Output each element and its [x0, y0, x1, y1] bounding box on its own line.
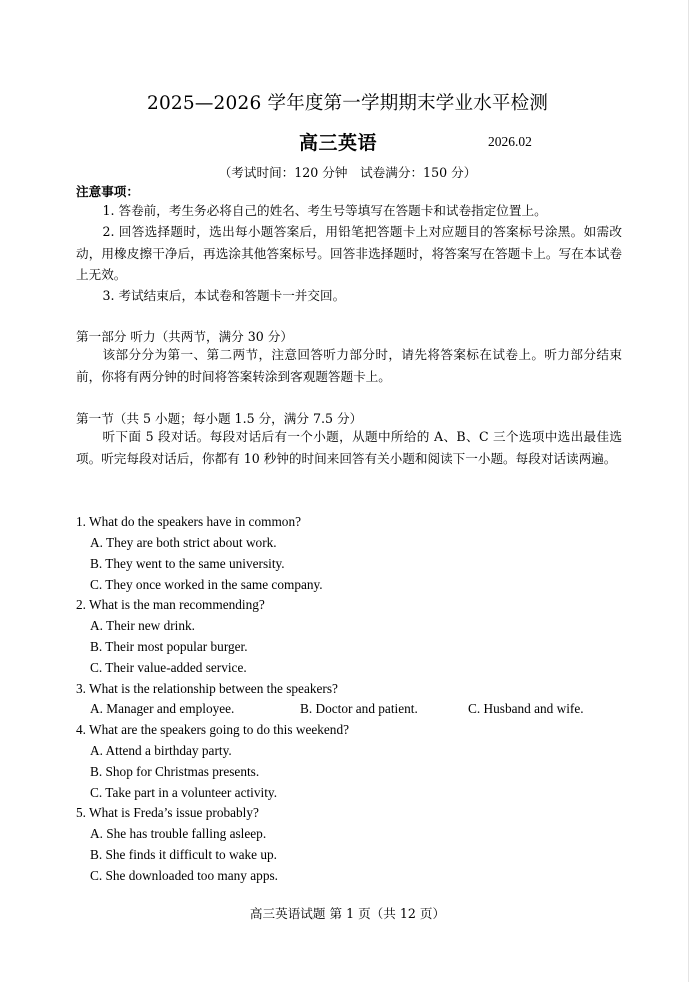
question-5-option-c: C. She downloaded too many apps. [90, 868, 278, 883]
part1-intro: 该部分分为第一、第二两节，注意回答听力部分时，请先将答案标在试卷上。听力部分结束前，你将有两分钟的时间将答案转涂到客观题答题卡上。 [76, 347, 622, 384]
note-item-3: 3. 考试结束后，本试卷和答题卡一并交回。 [102, 288, 346, 303]
section1-intro: 听下面 5 段对话。每段对话后有一个小题，从题中所给的 A、B、C 三个选项中选出最佳选项。听完每段对话后，你都有 10 秒钟的时间来回答有关小题和阅读下一小题。每段对话读两遍。 [76, 429, 622, 466]
page-edge-line [688, 0, 689, 982]
question-2-option-c: C. Their value-added service. [90, 660, 247, 675]
page-footer: 高三英语试题 第 1 页（共 12 页） [249, 906, 446, 921]
exam-title: 2025—2026 学年度第一学期期末学业水平检测 [146, 93, 549, 114]
section1-title: 第一节（共 5 小题；每小题 1.5 分，满分 7.5 分） [76, 411, 363, 426]
question-4-option-b: B. Shop for Christmas presents. [90, 764, 260, 779]
part1-title: 第一部分 听力（共两节，满分 30 分） [76, 329, 293, 344]
notes-heading: 注意事项： [76, 184, 139, 199]
question-3-stem: 3. What is the relationship between the speakers? [76, 681, 338, 696]
question-5-stem: 5. What is Freda’s issue probably? [76, 805, 259, 820]
question-2-stem: 2. What is the man recommending? [76, 597, 265, 612]
question-4-stem: 4. What are the speakers going to do this weekend? [76, 722, 349, 737]
exam-info: （考试时间：120 分钟 试卷满分：150 分） [218, 165, 477, 180]
question-3-option-a: A. Manager and employee. [90, 701, 235, 716]
question-5-option-a: A. She has trouble falling asleep. [90, 826, 267, 841]
question-1-stem: 1. What do the speakers have in common? [76, 514, 301, 529]
question-3-option-c: C. Husband and wife. [468, 701, 584, 716]
exam-date: 2026.02 [488, 134, 532, 149]
subject-title: 高三英语 [299, 132, 378, 154]
question-2-option-b: B. Their most popular burger. [90, 639, 248, 654]
question-4-option-c: C. Take part in a volunteer activity. [90, 785, 278, 800]
note-item-1: 1. 答卷前，考生务必将自己的姓名、考生号等填写在答题卡和试卷指定位置上。 [102, 203, 547, 218]
question-1-option-a: A. They are both strict about work. [90, 535, 277, 550]
question-4-option-a: A. Attend a birthday party. [90, 743, 232, 758]
note-item-2: 2. 回答选择题时，选出每小题答案后，用铅笔把答题卡上对应题目的答案标号涂黑。如需改动，用橡皮擦干净后，再选涂其他答案标号。回答非选择题时，将答案写在答题卡上。写在本试卷上无效。 [76, 224, 622, 282]
question-5-option-b: B. She finds it difficult to wake up. [90, 847, 278, 862]
question-3-option-b: B. Doctor and patient. [300, 701, 418, 716]
question-1-option-c: C. They once worked in the same company. [90, 577, 323, 592]
question-2-option-a: A. Their new drink. [90, 618, 195, 633]
question-1-option-b: B. They went to the same university. [90, 556, 285, 571]
